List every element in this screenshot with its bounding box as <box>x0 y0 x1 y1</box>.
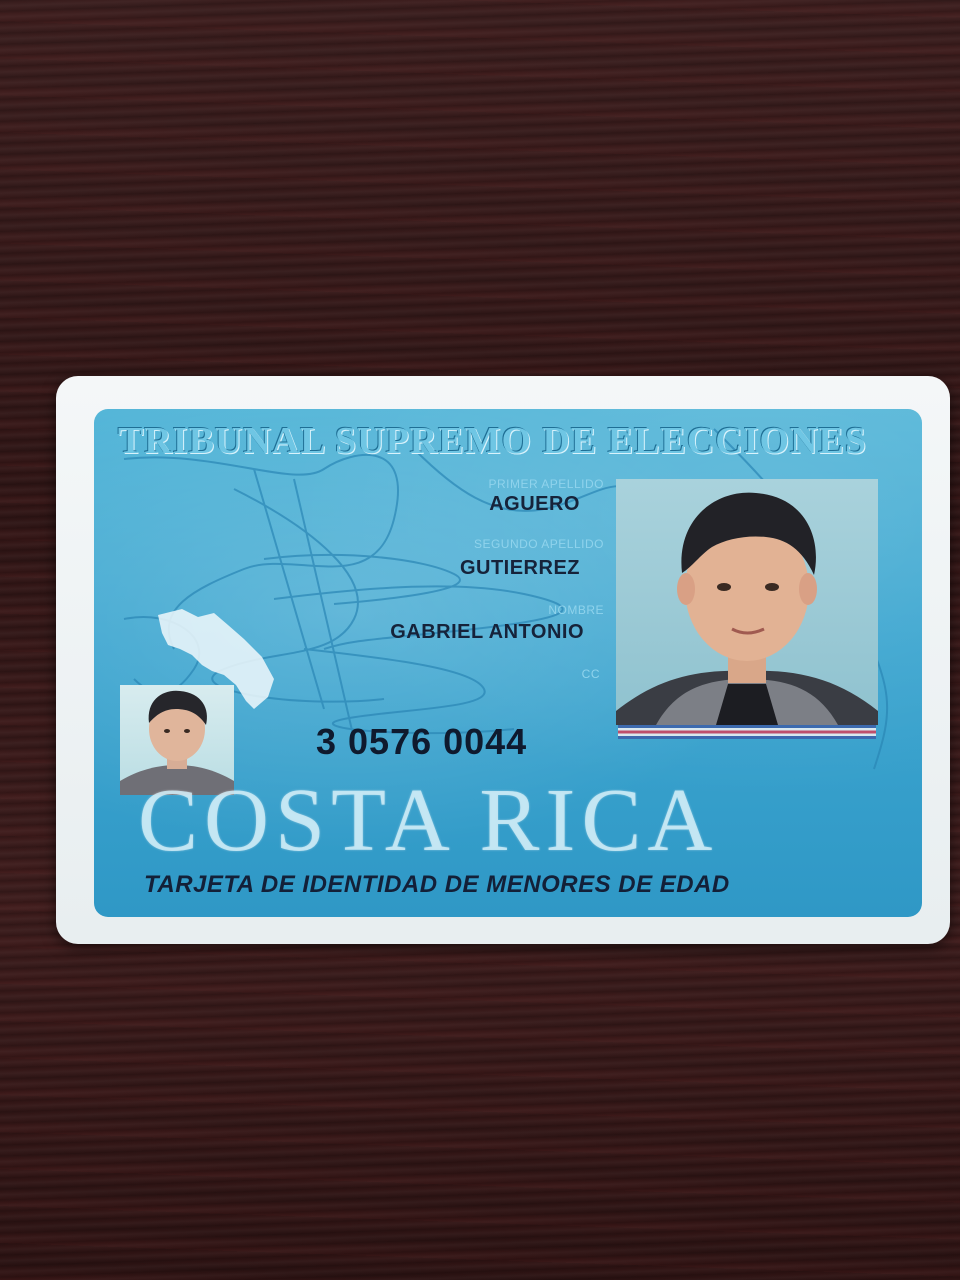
document-type: TARJETA DE IDENTIDAD DE MENORES DE EDAD <box>144 871 730 898</box>
primer-apellido-value: AGUERO <box>489 493 580 515</box>
nombre-label: NOMBRE <box>548 603 604 617</box>
card-face <box>94 409 922 917</box>
primer-apellido-label: PRIMER APELLIDO <box>488 477 604 491</box>
holder-photo <box>616 479 878 725</box>
segundo-apellido-label: SEGUNDO APELLIDO <box>473 537 604 551</box>
country-name: COSTA RICA <box>138 771 719 870</box>
id-card <box>56 376 950 944</box>
issuer-title: TRIBUNAL SUPREMO DE ELECCIONES <box>118 420 867 462</box>
cc-label: CC <box>581 667 600 681</box>
flag-stripe <box>618 725 876 739</box>
segundo-apellido-value: GUTIERREZ <box>459 557 580 579</box>
id-number: 3 0576 0044 <box>316 721 528 762</box>
nombre-value: GABRIEL ANTONIO <box>390 621 584 643</box>
